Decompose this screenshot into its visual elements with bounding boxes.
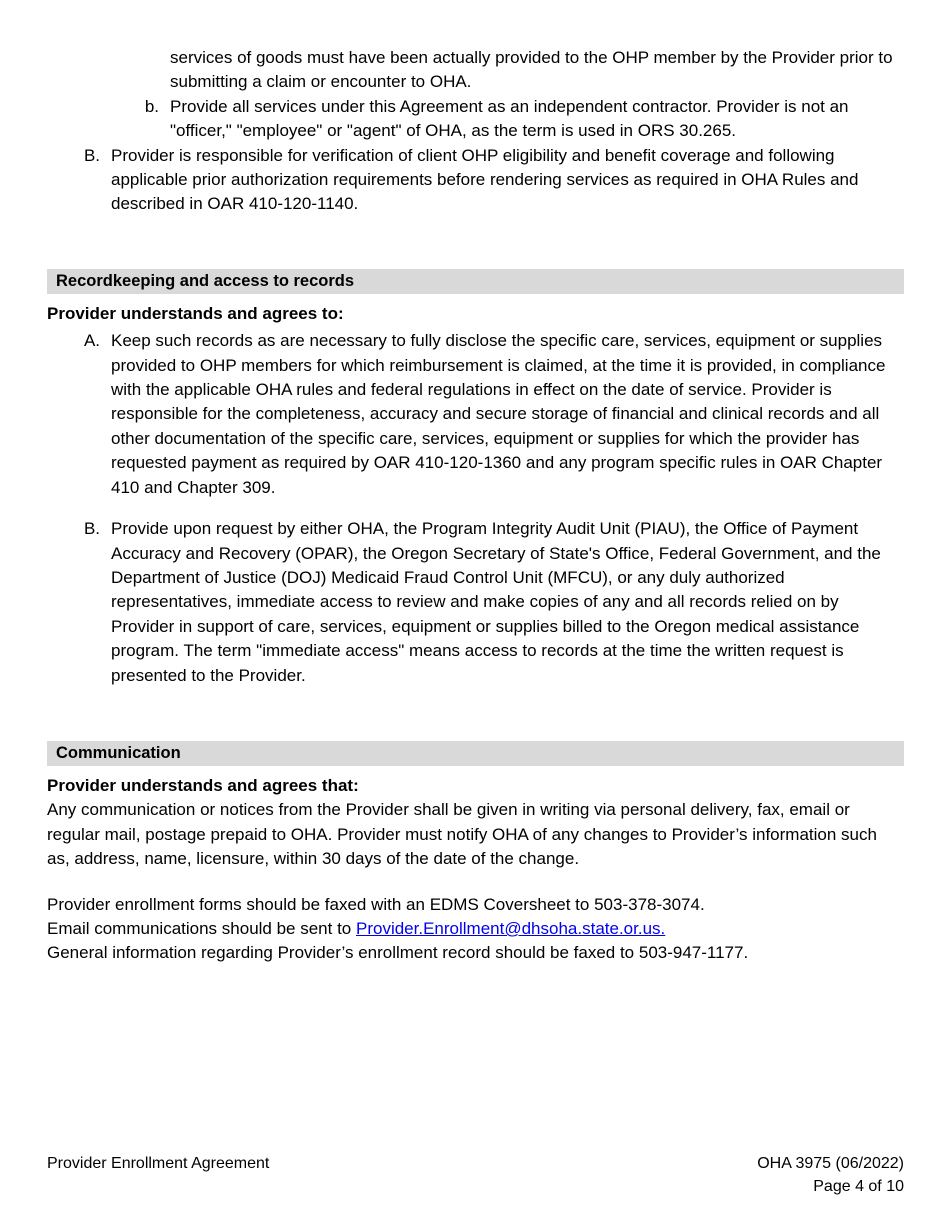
spacer bbox=[47, 217, 904, 269]
spacer bbox=[47, 500, 904, 517]
page-content bbox=[47, 46, 904, 966]
section-heading-label: Communication bbox=[56, 744, 181, 763]
intro-continuation-text: services of goods must have been actually provided to the OHP member by the Provider prior to submitting a claim or encounter to OHA. bbox=[170, 48, 893, 92]
section-header-communication bbox=[47, 741, 904, 766]
email-line-prefix: Email communications should be sent to bbox=[47, 918, 356, 938]
communication-body-paragraph: Any communication or notices from the Provider shall be given in writing via personal delivery, fax, email or regular mail, postage prepaid to OHA. Provider must notify OHA of any changes to Provider’s information such as, address, name, licensure, within 30 days of the date of the change. bbox=[47, 800, 877, 869]
footer-meta bbox=[757, 1152, 904, 1198]
provider-enrollment-email-link[interactable]: Provider.Enrollment@dhsoha.state.or.us. bbox=[356, 918, 666, 938]
list-marker: A. bbox=[83, 331, 100, 351]
section-heading-label: Recordkeeping and access to records bbox=[56, 272, 355, 291]
list-item-b bbox=[47, 95, 904, 144]
fax-general-information-line: General information regarding Provider’s enrollment record should be faxed to 503-947-1177. bbox=[47, 943, 749, 963]
spacer bbox=[47, 294, 904, 302]
footer-form-number: OHA 3975 (06/2022) bbox=[757, 1155, 904, 1172]
list-item-text: Provider is responsible for verification of client OHP eligibility and benefit coverage and following applicable prior authorization requirements before rendering services as required in OHA Rules and described in OAR 410-120-1140. bbox=[111, 145, 859, 214]
spacer bbox=[47, 872, 904, 893]
spacer bbox=[47, 766, 904, 774]
email-communications-line bbox=[47, 917, 904, 941]
list-marker: B. bbox=[83, 145, 100, 165]
footer-document-title: Provider Enrollment Agreement bbox=[47, 1155, 270, 1172]
recordkeeping-lead-in: Provider understands and agrees to: bbox=[47, 303, 344, 323]
list-item-B-recordkeeping bbox=[47, 517, 904, 688]
communication-lead-in: Provider understands and agrees that: bbox=[47, 775, 359, 795]
section-header-recordkeeping bbox=[47, 269, 904, 294]
spacer bbox=[47, 688, 904, 741]
page-footer bbox=[47, 1152, 904, 1198]
list-marker: b. bbox=[144, 96, 159, 116]
list-item-text: Provide all services under this Agreement as an independent contractor. Provider is not an "officer," "employee" or "agent" of OHA, as the term is used in ORS 30.265. bbox=[170, 96, 849, 141]
list-marker: B. bbox=[83, 519, 100, 539]
list-item-A-recordkeeping bbox=[47, 329, 904, 500]
intro-continuation-paragraph bbox=[170, 46, 904, 95]
footer-page-number: Page 4 of 10 bbox=[813, 1178, 904, 1195]
list-item-text: Keep such records as are necessary to fully disclose the specific care, services, equipment or supplies provided to OHP members for which reimbursement is claimed, at the time it is provided, in compliance with the applicable OHA rules and federal regulations in effect on the date of service. Provider is responsible for the completeness, accuracy and secure storage of financial and clinical records and all other documentation of the specific care, services, equipment or supplies for which the provider has requested payment as required by OAR 410-120-1360 and any program specific rules in OAR Chapter 410 and Chapter 309. bbox=[111, 331, 886, 497]
fax-enrollment-forms-line: Provider enrollment forms should be faxed with an EDMS Coversheet to 503-378-3074. bbox=[47, 894, 705, 914]
list-item-B-intro bbox=[47, 144, 904, 217]
list-item-text: Provide upon request by either OHA, the Program Integrity Audit Unit (PIAU), the Office of Payment Accuracy and Recovery (OPAR), the Oregon Secretary of State's Office, Federal Government, and the Department of Justice (DOJ) Medicaid Fraud Control Unit (MFCU), or any duly authorized representatives, immediate access to review and make copies of any and all records relied on by Provider in support of care, services, equipment or supplies billed to the Oregon medical assistance program. The term "immediate access" means access to records at the time the written request is presented to the Provider. bbox=[111, 519, 881, 685]
